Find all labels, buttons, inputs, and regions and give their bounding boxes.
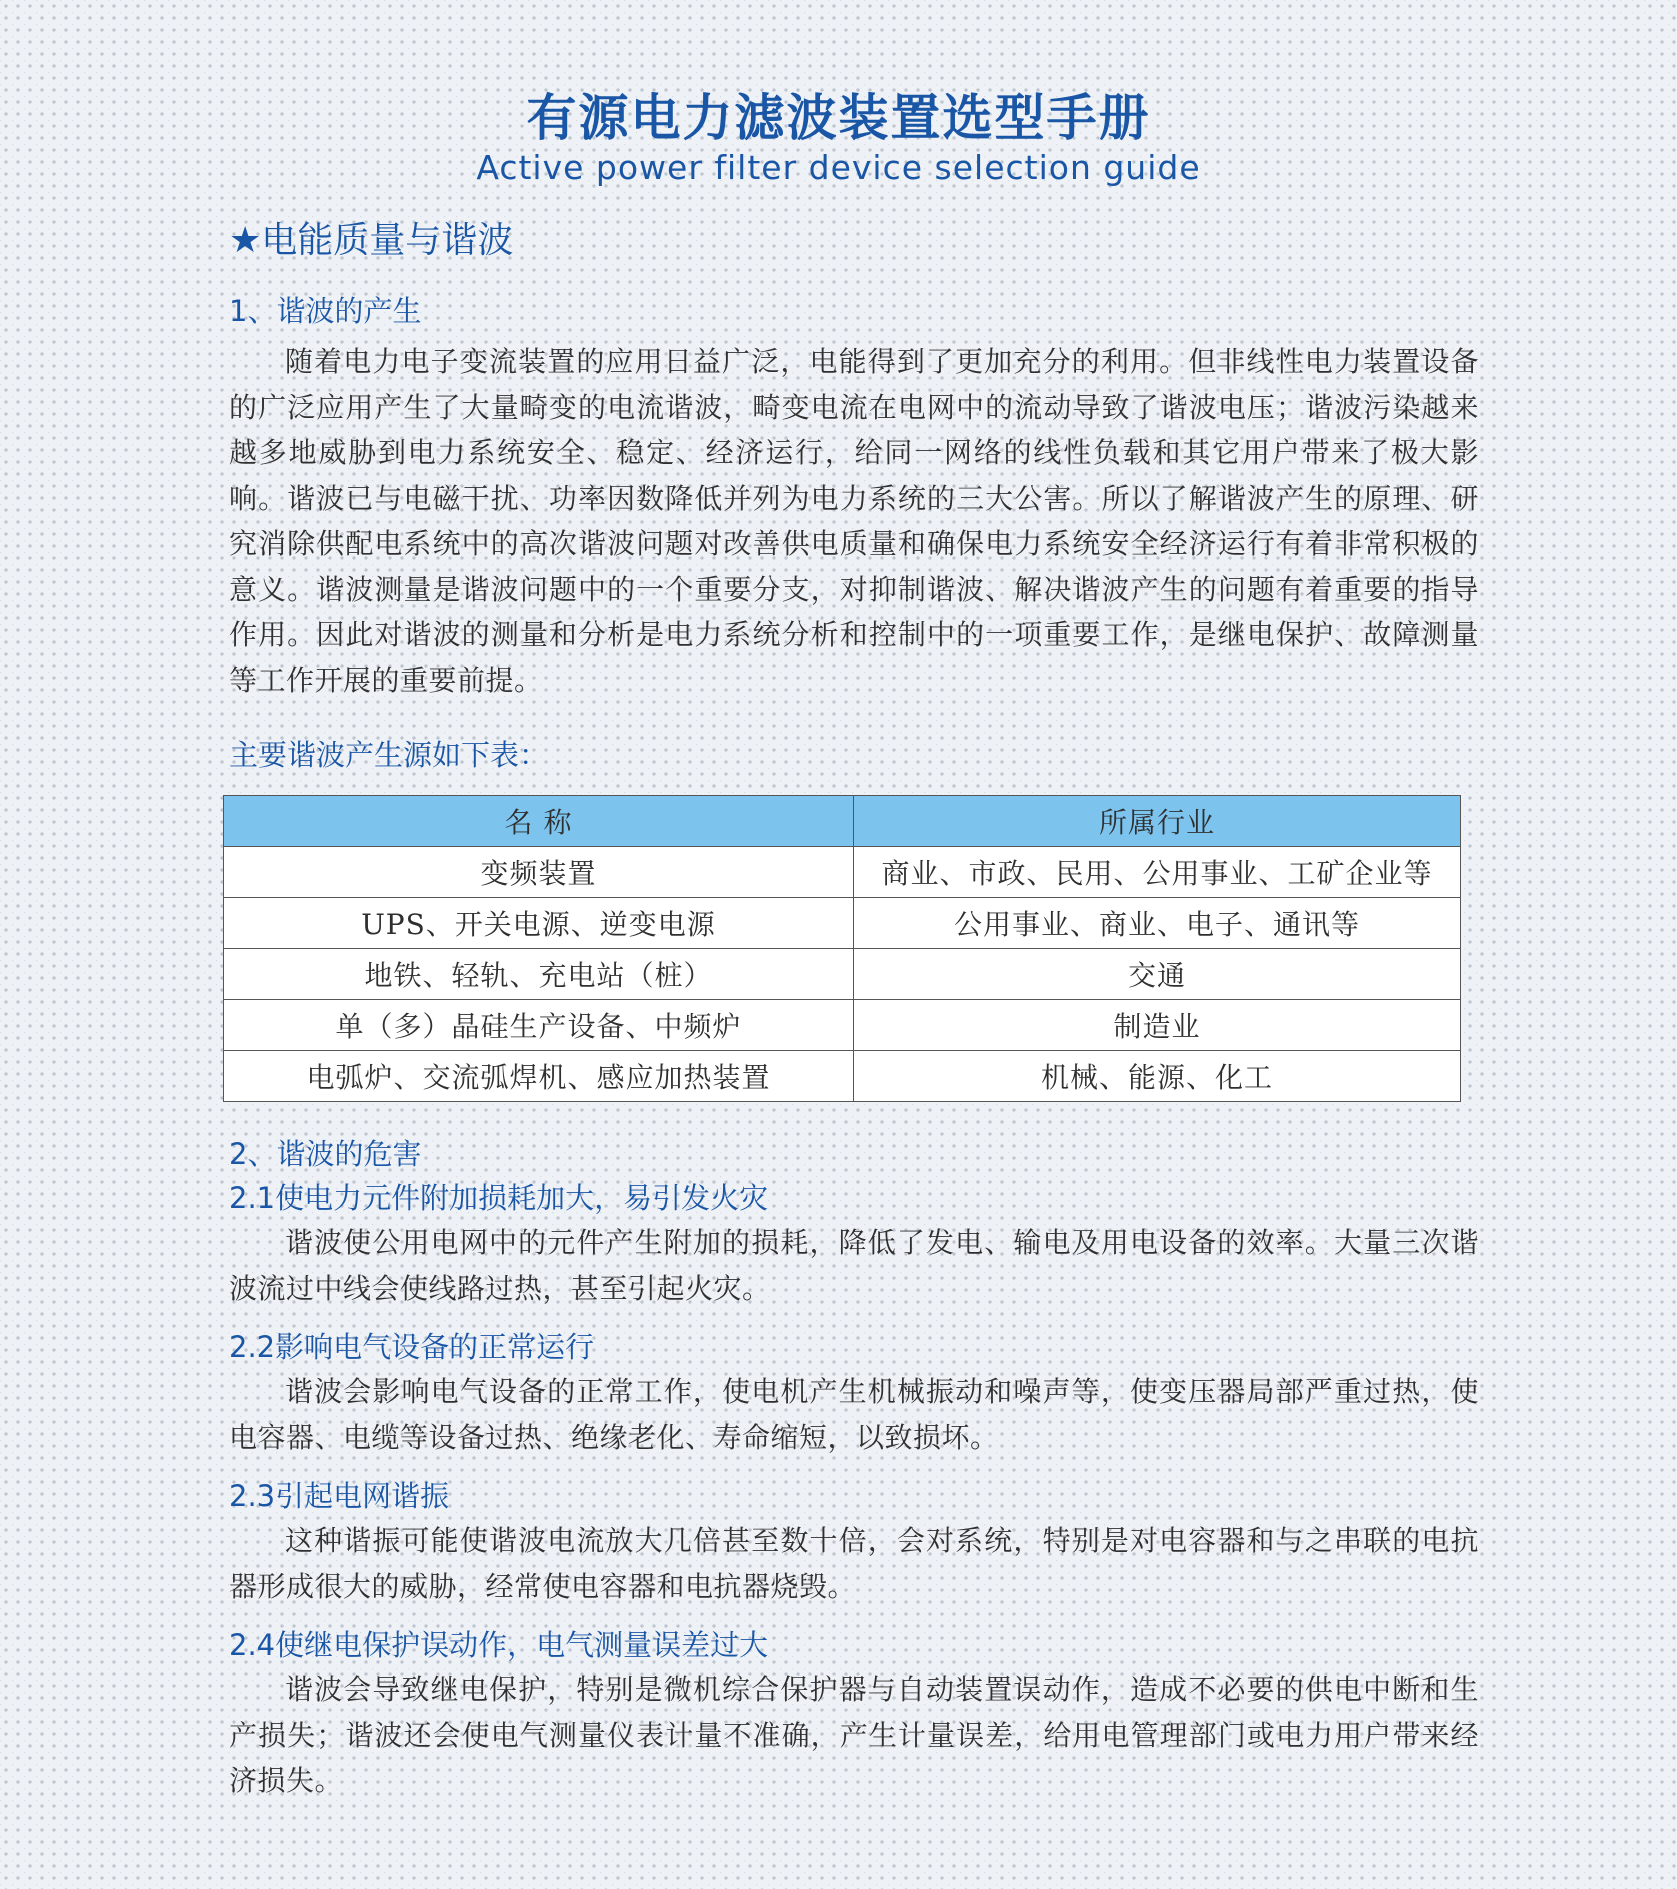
table-cell-name: 地铁、轻轨、充电站（桩） — [224, 949, 854, 1000]
hazard-body-2-2: 谐波会影响电气设备的正常工作，使电机产生机械振动和噪声等，使变压器局部严重过热，使电容器、电缆等设备过热、绝缘老化、寿命缩短，以致损坏。 — [229, 1375, 1479, 1454]
hazard-title-2-2: 2.2影响电气设备的正常运行 — [229, 1330, 595, 1364]
hazard-body-2-3: 这种谐振可能使谐波电流放大几倍甚至数十倍，会对系统，特别是对电容器和与之串联的电抗器形成很大的威胁，经常使电容器和电抗器烧毁。 — [229, 1524, 1479, 1603]
section-title: ★电能质量与谐波 — [229, 220, 514, 261]
table-cell-name: 单（多）晶硅生产设备、中频炉 — [224, 1000, 854, 1051]
table-cell-name: 变频装置 — [224, 847, 854, 898]
table-cell-industry: 商业、市政、民用、公用事业、工矿企业等 — [854, 847, 1461, 898]
table-cell-industry: 制造业 — [854, 1000, 1461, 1051]
table-cell-industry: 机械、能源、化工 — [854, 1051, 1461, 1102]
hazard-title-2-4: 2.4使继电保护误动作，电气测量误差过大 — [229, 1628, 769, 1662]
page-title: 有源电力滤波装置选型手册 — [526, 89, 1151, 147]
table-header-industry: 所属行业 — [854, 796, 1461, 847]
main-content — [229, 215, 1479, 1804]
table-cell-name: UPS、开关电源、逆变电源 — [224, 898, 854, 949]
table-cell-industry: 交通 — [854, 949, 1461, 1000]
table-row — [224, 1000, 1461, 1051]
hazard-body-2-1: 谐波使公用电网中的元件产生附加的损耗，降低了发电、输电及用电设备的效率。大量三次谐波流过中线会使线路过热，甚至引起火灾。 — [229, 1226, 1479, 1305]
hazard-title-2-3: 2.3引起电网谐振 — [229, 1479, 450, 1513]
heading-harmonic-hazards: 2、谐波的危害 — [229, 1137, 422, 1171]
hazard-title-2-1: 2.1使电力元件附加损耗加大，易引发火灾 — [229, 1181, 769, 1215]
table-row — [224, 1051, 1461, 1102]
page-subtitle-en: Active power filter device selection guide — [476, 148, 1201, 187]
table-cell-industry: 公用事业、商业、电子、通讯等 — [854, 898, 1461, 949]
hazard-body-2-4: 谐波会导致继电保护，特别是微机综合保护器与自动装置误动作，造成不必要的供电中断和生产损失；谐波还会使电气测量仪表计量不准确，产生计量误差，给用电管理部门或电力用户带来经济损失。 — [229, 1673, 1479, 1797]
paragraph-harmonic-generation: 随着电力电子变流装置的应用日益广泛，电能得到了更加充分的利用。但非线性电力装置设备的广泛应用产生了大量畸变的电流谐波，畸变电流在电网中的流动导致了谐波电压；谐波污染越来越多地威胁到电力系统安全、稳定、经济运行，给同一网络的线性负载和其它用户带来了极大影响。谐波已与电磁干扰、功率因数降低并列为电力系统的三大公害。所以了解谐波产生的原理、研究消除供配电系统中的高次谐波问题对改善供电质量和确保电力系统安全经济运行有着非常积极的意义。谐波测量是谐波问题中的一个重要分支，对抑制谐波、解决谐波产生的问题有着重要的指导作用。因此对谐波的测量和分析是电力系统分析和控制中的一项重要工作，是继电保护、故障测量等工作开展的重要前提。 — [229, 345, 1479, 697]
harmonic-sources-table — [223, 795, 1461, 1102]
heading-harmonic-generation: 1、谐波的产生 — [229, 294, 422, 328]
table-caption: 主要谐波产生源如下表： — [229, 738, 549, 772]
table-cell-name: 电弧炉、交流弧焊机、感应加热装置 — [224, 1051, 854, 1102]
table-row — [224, 847, 1461, 898]
table-header-row — [224, 796, 1461, 847]
table-row — [224, 898, 1461, 949]
table-header-name: 名 称 — [224, 796, 854, 847]
table-row — [224, 949, 1461, 1000]
